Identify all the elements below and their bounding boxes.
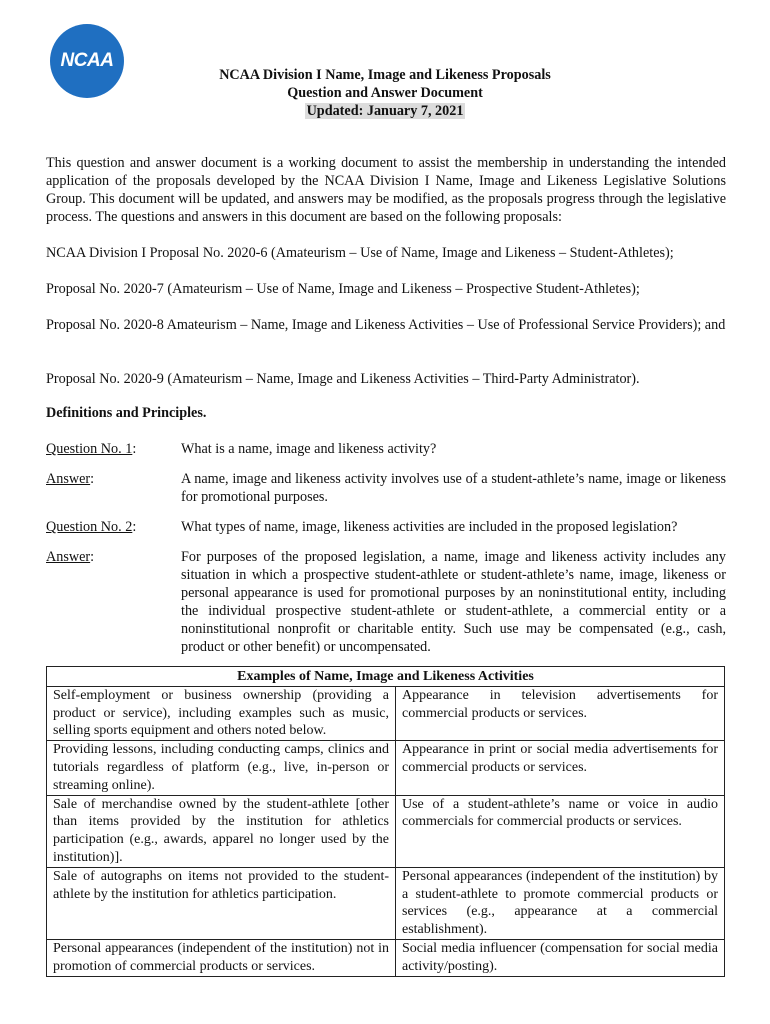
question-2-text: What types of name, image, likeness activities are included in the proposed legislation? [181,519,678,535]
table-cell: Appearance in print or social media advertisements for commercial products or services. [396,741,725,795]
table-row [47,741,725,795]
table-cell: Use of a student-athlete’s name or voice in audio commercials for commercial products or services. [396,795,725,867]
answer-1-label: Answer: [46,471,95,487]
answer-1-text: A name, image and likeness activity involves use of a student-athlete’s name, image or likeness for promotional purposes. [181,471,726,505]
table-row [47,795,725,867]
table-row [47,867,725,939]
proposal-item: Proposal No. 2020-8 Amateurism – Name, Image and Likeness Activities – Use of Professional Service Providers); and [46,317,726,333]
table-cell: Personal appearances (independent of the institution) not in promotion of commercial products or services. [47,939,396,976]
table-row [47,686,725,740]
proposal-item: Proposal No. 2020-7 (Amateurism – Use of Name, Image and Likeness – Prospective Student-Athletes); [46,281,640,297]
table-row [47,939,725,976]
header-updated-date: Updated: January 7, 2021 [306,103,464,119]
proposal-item: NCAA Division I Proposal No. 2020-6 (Amateurism – Use of Name, Image and Likeness – Student-Athletes); [46,245,674,261]
table-cell: Self-employment or business ownership (providing a product or service), including examples such as music, selling sports equipment and others noted below. [47,686,396,740]
table-cell: Sale of autographs on items not provided to the student-athlete by the institution for athletics participation. [47,867,396,939]
proposal-item: Proposal No. 2020-9 (Amateurism – Name, Image and Likeness Activities – Third-Party Administrator). [46,371,640,387]
table-cell: Appearance in television advertisements for commercial products or services. [396,686,725,740]
question-1-text: What is a name, image and likeness activity? [181,441,437,457]
table-cell: Providing lessons, including conducting camps, clinics and tutorials regardless of platform (e.g., live, in-person or streaming online). [47,741,396,795]
definitions-heading: Definitions and Principles. [46,405,207,421]
document-header [0,66,770,120]
table-cell: Personal appearances (independent of the institution) by a student-athlete to promote commercial products or services (e.g., appearance at a commercial establishment). [396,867,725,939]
table-title: Examples of Name, Image and Likeness Activities [47,667,725,687]
ncaa-logo-text: NCAA [60,50,114,71]
header-subtitle: Question and Answer Document [287,85,483,101]
intro-paragraph: This question and answer document is a working document to assist the membership in understanding the intended application of the proposals developed by the NCAA Division I Name, Image and Likeness Legislative Solutions Group. This document will be updated, and answers may be modified, as the proposals progress through the legislative process. The questions and answers in this document are based on the following proposals: [46,155,726,225]
question-2-label: Question No. 2: [46,519,137,535]
question-1-label: Question No. 1: [46,441,137,457]
examples-table [46,666,725,977]
table-cell: Social media influencer (compensation for social media activity/posting). [396,939,725,976]
header-title: NCAA Division I Name, Image and Likeness Proposals [219,67,551,83]
table-cell: Sale of merchandise owned by the student-athlete [other than items provided by the institution for athletics participation (e.g., awards, apparel no longer used by the institution)]. [47,795,396,867]
answer-2-label: Answer: [46,549,95,565]
answer-2-text: For purposes of the proposed legislation, a name, image and likeness activity includes any situation in which a prospective student-athlete or student-athlete’s name, image, likeness or personal appearance is used for promotional purposes by an noninstitutional entity, including the individual prospective student-athlete or student-athlete, a commercial entity or a noninstitutional nonprofit or charitable entity. Such use may be compensated (e.g., cash, product or other benefit) or uncompensated. [181,549,726,655]
